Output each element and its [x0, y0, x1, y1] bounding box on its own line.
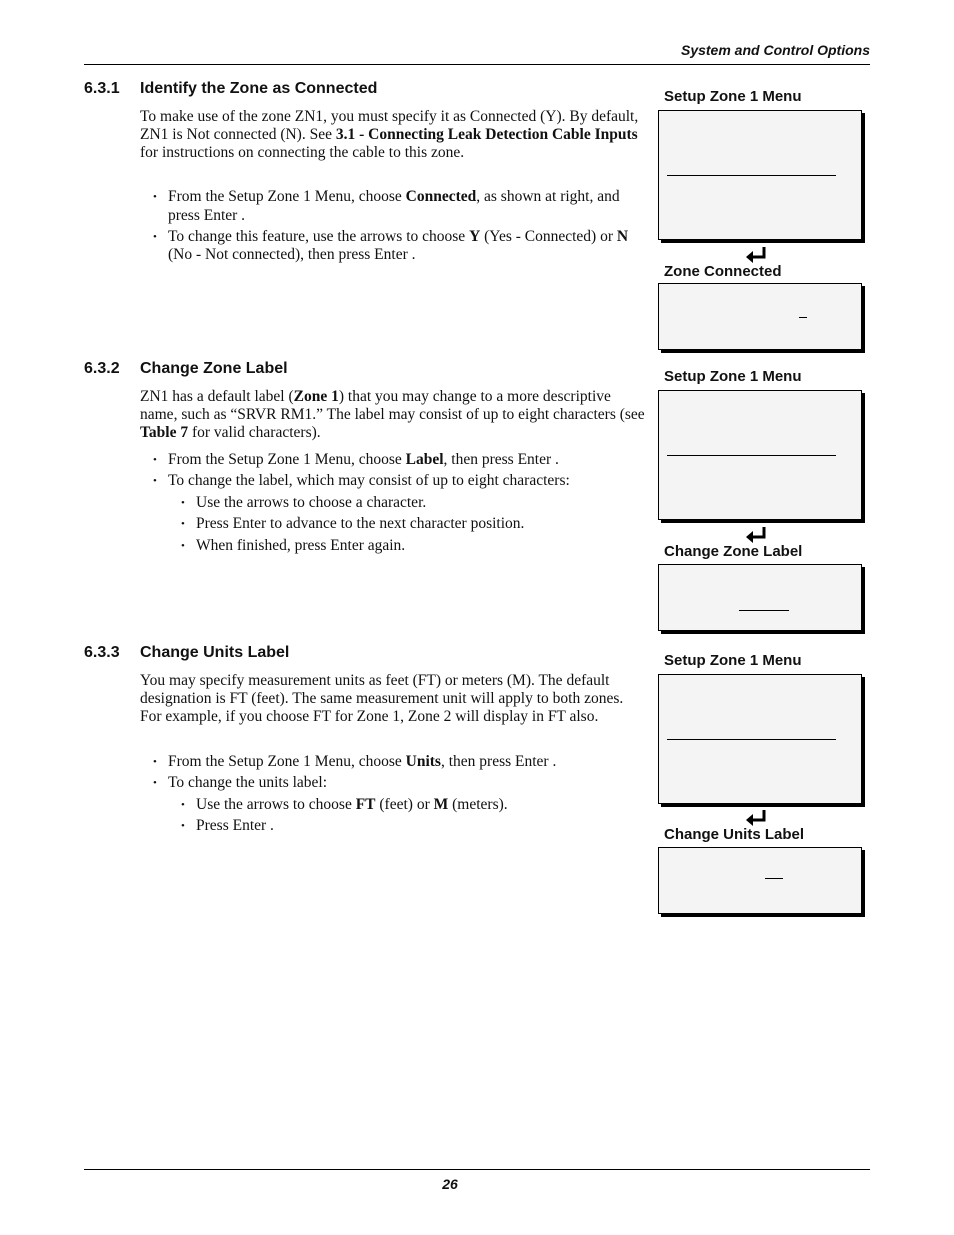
sub-bullet-item [168, 796, 640, 815]
text-run: Press Enter . [196, 817, 274, 834]
bullet-text [168, 753, 556, 770]
section-bullets [140, 451, 640, 558]
menu-screen [658, 110, 862, 240]
bold-text: Table 7 [140, 424, 189, 441]
menu-screen [658, 674, 862, 804]
text-run: From the Setup Zone 1 Menu, choose [168, 753, 406, 770]
bullet-text [168, 472, 570, 489]
section-title: Identify the Zone as Connected [140, 80, 378, 97]
menu-screen [658, 390, 862, 520]
text-run: , as shown at right, and press Enter . [168, 188, 620, 224]
bold-text: Connected [405, 188, 477, 205]
text-run: To change the label, which may consist of up to eight characters: [168, 472, 570, 489]
text-run: (feet) or [375, 795, 434, 813]
bullet-item [140, 188, 640, 225]
bold-text: Zone 1 [293, 388, 339, 405]
panel-caption: Setup Zone 1 Menu [664, 368, 802, 385]
text-run: (Yes - Connected) or [480, 227, 617, 245]
text-run: To change the units label: [168, 774, 328, 791]
cursor-underline [799, 317, 807, 318]
text-run: When finished, press Enter again. [196, 536, 406, 554]
bullet-text [168, 451, 559, 468]
bold-text: Y [469, 227, 481, 245]
text-run: (No - Not connected), then press Enter . [168, 246, 416, 263]
section-number: 6.3.3 [84, 644, 120, 661]
section-number: 6.3.1 [84, 80, 120, 97]
sub-bullet-item [168, 817, 640, 836]
section-bullets [140, 753, 640, 839]
panel-caption: Setup Zone 1 Menu [664, 652, 802, 669]
panel-caption: Zone Connected [664, 263, 782, 280]
footer-rule [84, 1169, 870, 1170]
text-run: Use the arrows to choose [196, 795, 356, 813]
bullet-item [140, 451, 640, 470]
text-run: From the Setup Zone 1 Menu, choose [168, 188, 406, 205]
page-number: 26 [442, 1176, 458, 1192]
section-bullets [140, 188, 640, 267]
running-header: System and Control Options [680, 42, 870, 58]
text-run: (meters). [448, 795, 508, 813]
enter-arrow-icon [744, 245, 768, 265]
bold-text: N [616, 227, 629, 245]
text-run: , then press Enter . [440, 753, 557, 770]
bullet-text [168, 774, 327, 791]
sub-bullet-item [168, 537, 640, 556]
text-run: You may specify measurement units as feet (FT) or meters (M). The default designation is FT (feet). The same measurement unit will apply to both zones. For example, if you choose FT for Zone 1, Zone 2 will display in FT also. [140, 672, 624, 725]
bold-text: 3.1 - Connecting Leak Detection Cable Inputs [335, 126, 638, 143]
enter-arrow-icon [744, 525, 768, 545]
bullet-item [140, 774, 640, 836]
section-number: 6.3.2 [84, 360, 120, 377]
text-run: To change this feature, use the arrows to choose [168, 227, 470, 245]
section-intro [140, 672, 646, 726]
enter-arrow-icon [744, 808, 768, 828]
text-run: To make use of the zone ZN1, you must specify it as Connected (Y). By default, ZN1 is Not connected (N). See [140, 108, 639, 143]
sub-bullets [168, 494, 640, 556]
text-run: for valid characters). [188, 424, 321, 441]
section-intro [140, 108, 646, 162]
text-run: for instructions on connecting the cable to this zone. [140, 144, 465, 161]
bullet-text [168, 188, 620, 224]
sub-bullets [168, 796, 640, 836]
section-intro [140, 388, 646, 442]
bullet-text [168, 228, 628, 264]
section-title: Change Zone Label [140, 360, 288, 377]
text-run: Use the arrows to choose a character. [196, 493, 427, 511]
units-underline [765, 878, 783, 879]
section-title: Change Units Label [140, 644, 290, 661]
panel-caption: Change Units Label [664, 826, 805, 843]
sub-bullet-item [168, 515, 640, 534]
text-run: , then press Enter . [443, 451, 559, 468]
bullet-item [140, 228, 640, 265]
panel-caption: Change Zone Label [664, 543, 803, 560]
sub-bullet-item [168, 494, 640, 513]
text-run: ) that you may change to a more descriptive name, such as “SRVR RM1.” The label may consist of up to eight characters (see [140, 388, 645, 423]
bullet-item [140, 472, 640, 555]
header-rule [84, 64, 870, 65]
bold-text: Units [405, 753, 441, 770]
result-screen [658, 564, 862, 631]
selection-underline [667, 739, 836, 740]
text-run: Press Enter to advance to the next character position. [196, 515, 525, 532]
bold-text: Label [405, 451, 444, 468]
result-screen [658, 283, 862, 350]
text-run: ZN1 has a default label ( [140, 388, 294, 405]
label-underline [739, 610, 789, 611]
result-screen [658, 847, 862, 914]
selection-underline [667, 175, 836, 176]
bullet-item [140, 753, 640, 772]
text-run: From the Setup Zone 1 Menu, choose [168, 451, 406, 468]
panel-caption: Setup Zone 1 Menu [664, 88, 802, 105]
bold-text: FT [355, 795, 376, 813]
selection-underline [667, 455, 836, 456]
bold-text: M [433, 795, 449, 813]
